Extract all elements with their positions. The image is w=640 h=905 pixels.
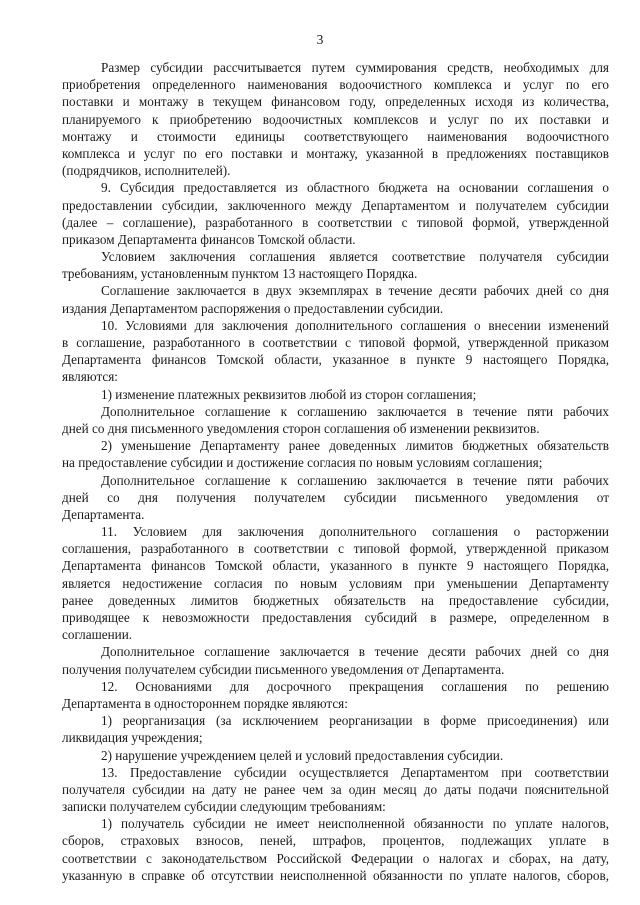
text-line: приводящее к невозможности предоставления субсидий в размере, определенном в bbox=[62, 610, 609, 625]
text-line: Дополнительное соглашение к соглашению заключается в течение пяти рабочих bbox=[101, 472, 609, 488]
text-line: комплекса и услуг по его поставки и монтажу, указанной в предложениях поставщиков bbox=[62, 145, 609, 161]
text-line: дней со дня получения получателем субсидии письменного уведомления от bbox=[62, 489, 609, 505]
text-line: требованиям, установленным пунктом 13 настоящего Порядка. bbox=[62, 266, 418, 282]
text-line: 12. Основаниями для досрочного прекращения соглашения по решению bbox=[101, 678, 609, 694]
text-line: (далее – соглашение), разработанного в соответствии с типовой формой, утвержденной bbox=[62, 214, 609, 230]
text-line: дней со дня письменного уведомления сторон соглашения об изменении реквизитов. bbox=[62, 420, 540, 436]
text-line: 13. Предоставление субсидии осуществляется Департаментом при соответствии bbox=[101, 764, 609, 780]
text-line: Соглашение заключается в двух экземплярах в течение десяти рабочих дней со дня bbox=[101, 283, 609, 299]
text-line: сборов, страховых взносов, пеней, штрафов, процентов, подлежащих уплате в bbox=[62, 833, 609, 849]
text-line: Дополнительное соглашение к соглашению заключается в течение пяти рабочих bbox=[101, 403, 609, 419]
text-line: Дополнительное соглашение заключается в течение десяти рабочих дней со дня bbox=[101, 644, 609, 660]
text-line: ликвидация учреждения; bbox=[62, 730, 203, 746]
text-line: 1) изменение платежных реквизитов любой из сторон соглашения; bbox=[101, 386, 477, 402]
text-line: 2) нарушение учреждением целей и условий предоставления субсидии. bbox=[101, 747, 504, 763]
document-body bbox=[62, 59, 609, 884]
text-line: приобретения определенного наименования водоочистного комплекса и услуг по его bbox=[62, 77, 609, 93]
page-number: 3 bbox=[316, 32, 324, 47]
text-line: Размер субсидии рассчитывается путем суммирования средств, необходимых для bbox=[101, 60, 609, 75]
text-line: соответствии с законодательством Российской Федерации о налогах и сборах, на дату, bbox=[62, 850, 609, 866]
text-line: Условием заключения соглашения является соответствие получателя субсидии bbox=[101, 249, 609, 265]
text-line: поставки и монтажу в текущем финансовом году, определенных исходя из количества, bbox=[62, 94, 609, 110]
text-line: ранее доведенных лимитов бюджетных обязательств на предоставление субсидии, bbox=[62, 592, 609, 608]
text-line: планируемого к приобретению водоочистных комплексов и услуг по их поставки и bbox=[62, 111, 609, 127]
text-line: 2) уменьшение Департаменту ранее доведенных лимитов бюджетных обязательств bbox=[101, 438, 609, 454]
text-line: 11. Условием для заключения дополнительного соглашения о расторжении bbox=[101, 524, 609, 540]
text-line: в соглашение, разработанного в соответствии с типовой формой, утвержденной приказом bbox=[62, 335, 609, 350]
text-line: Департамента финансов Томской области, указанное в пункте 9 настоящего Порядка, bbox=[62, 352, 609, 368]
text-line: монтажу и стоимости единицы соответствующего наименования водоочистного bbox=[62, 128, 609, 144]
text-line: 1) реорганизация (за исключением реорганизации в форме присоединения) или bbox=[101, 713, 609, 729]
text-line: указанную в справке об отсутствии неисполненной обязанности по уплате налогов, сборов, bbox=[62, 867, 609, 883]
text-line: предоставлении субсидии, заключенного между Департаментом и получателем субсидии bbox=[62, 197, 609, 213]
text-line: Департамента. bbox=[62, 506, 145, 522]
text-line: 10. Условиями для заключения дополнительного соглашения о внесении изменений bbox=[101, 317, 609, 333]
text-line: 9. Субсидия предоставляется из областного бюджета на основании соглашения о bbox=[101, 180, 609, 196]
text-line: являются: bbox=[62, 369, 118, 385]
text-line: приказом Департамента финансов Томской области. bbox=[62, 231, 356, 247]
text-line: Департамента в одностороннем порядке являются: bbox=[62, 695, 348, 711]
text-line: на предоставление субсидии и достижение согласия по новым условиям соглашения; bbox=[62, 455, 543, 471]
text-line: записки получателем субсидии следующим требованиям: bbox=[62, 799, 386, 815]
text-line: является недостижение согласия по новым условиям при уменьшении Департаменту bbox=[62, 575, 609, 591]
text-line: (подрядчиков, исполнителей). bbox=[62, 163, 231, 179]
text-line: соглашения, разработанного в соответствии с типовой формой, утвержденной приказом bbox=[62, 541, 609, 557]
text-line: Департамента финансов Томской области, указанного в пункте 9 настоящего Порядка, bbox=[62, 558, 609, 574]
text-line: получения получателем субсидии письменного уведомления от Департамента. bbox=[62, 661, 505, 677]
text-line: 1) получатель субсидии не имеет неисполненной обязанности по уплате налогов, bbox=[101, 816, 609, 832]
text-line: издания Департаментом распоряжения о предоставлении субсидии. bbox=[62, 300, 444, 316]
text-line: получателя субсидии на дату не ранее чем за один месяц до даты подачи пояснительной bbox=[62, 781, 609, 797]
text-line: соглашении. bbox=[62, 627, 133, 643]
